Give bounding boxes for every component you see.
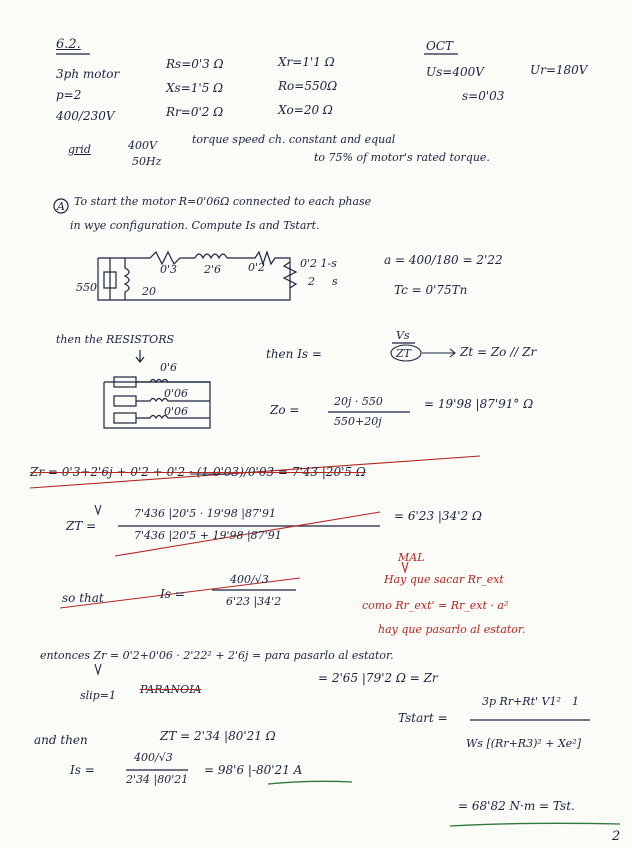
slip-value: s=0'03 <box>462 89 505 103</box>
circuit-load-s: s <box>332 275 338 288</box>
circuit-load-den: 2 <box>308 275 315 288</box>
zt-numerator: 7'436 |20'5 · 19'98 |87'91 <box>134 507 276 520</box>
is-final-lhs: Is = <box>70 763 95 777</box>
part-a-line-2: in wye configuration. Compute Is and Tstart. <box>70 219 320 232</box>
circuit-r2: 0'2 <box>248 261 266 274</box>
xo-value: Xo=20 Ω <box>278 103 333 117</box>
tstart-numerator: 3p Rr+Rt' V1² <box>482 695 561 708</box>
tc-equation: Tc = 0'75Tn <box>394 283 468 297</box>
circuit-core-r: 550 <box>76 281 97 294</box>
resistor-top: 0'6 <box>160 361 178 374</box>
mal-note: MAL <box>398 551 425 564</box>
red-note-2: como Rr_ext' = Rr_ext · a² <box>362 599 509 612</box>
entonces-line: entonces Zr = 0'2+0'06 · 2'22² + 2'6j = para pasarlo al estator. <box>40 649 394 662</box>
motor-type: 3ph motor <box>56 67 120 81</box>
grid-label: grid <box>68 143 91 156</box>
zt-result: = 6'23 |34'2 Ω <box>394 509 482 523</box>
page-number: 2 <box>612 829 621 844</box>
us-value: Us=400V <box>426 65 484 79</box>
part-a-marker: A <box>57 200 65 213</box>
zo-denominator: 550+20j <box>334 415 382 428</box>
is-denominator: 6'23 |34'2 <box>226 595 282 608</box>
ur-value: Ur=180V <box>530 63 588 77</box>
zo-lhs: Zo = <box>270 403 300 417</box>
then-is: then Is = <box>266 347 322 361</box>
resistors-label: then the RESISTORS <box>56 333 175 346</box>
a-equation: a = 400/180 = 2'22 <box>384 253 503 267</box>
torque-line-2: to 75% of motor's rated torque. <box>314 151 490 164</box>
xr-value: Xr=1'1 Ω <box>278 55 335 69</box>
zt-definition: Zt = Zo // Zr <box>460 345 537 359</box>
circuit-r1: 0'3 <box>160 263 178 276</box>
is-final-numerator: 400/√3 <box>134 751 173 764</box>
tstart-lhs: Tstart = <box>398 711 448 725</box>
vs-numerator: Vs <box>396 329 410 342</box>
xs-value: Xs=1'5 Ω <box>166 81 224 95</box>
tstart-denominator: Ws [(Rr+R3)² + Xe²] <box>466 737 582 750</box>
part-a-line-1: To start the motor R=0'06Ω connected to each phase <box>74 195 372 208</box>
slip-one: slip=1 <box>80 689 116 702</box>
zo-numerator: 20j · 550 <box>334 395 383 408</box>
zt-circled: ZT <box>396 347 411 360</box>
equivalent-circuit-diagram <box>98 252 296 300</box>
parallel-resistors-diagram <box>104 350 210 428</box>
is-lhs: Is = <box>160 587 185 601</box>
so-that: so that <box>62 591 104 605</box>
zr-result: = 2'65 |79'2 Ω = Zr <box>318 671 438 685</box>
red-note-1: Hay que sacar Rr_ext <box>384 573 504 586</box>
circuit-x1: 2'6 <box>204 263 222 276</box>
voltage-rating: 400/230V <box>56 109 115 123</box>
rs-value: Rs=0'3 Ω <box>166 57 224 71</box>
red-note-3: hay que pasarlo al estator. <box>378 623 526 636</box>
zr-expression: Zr = 0'3+2'6j + 0'2 + 0'2 · (1-0'03)/0'03 = 7'43 |20'5 Ω <box>30 465 366 479</box>
is-final-result: = 98'6 |-80'21 A <box>204 763 303 777</box>
grid-frequency: 50Hz <box>132 155 162 168</box>
is-final-denominator: 2'34 |80'21 <box>126 773 189 786</box>
resistor-bot: 0'06 <box>164 405 189 418</box>
section-number: 6.2. <box>56 37 81 52</box>
tstart-result: = 68'82 N·m = Tst. <box>458 799 575 813</box>
zt-lhs: ZT = <box>66 519 97 533</box>
grid-voltage: 400V <box>128 139 157 152</box>
zo-result: = 19'98 |87'91° Ω <box>424 397 534 411</box>
circuit-load: 0'2 1-s <box>300 257 337 270</box>
resistor-mid: 0'06 <box>164 387 189 400</box>
paranoia-note: PARANOIA <box>140 683 202 696</box>
poles: p=2 <box>56 88 82 102</box>
zt-denominator: 7'436 |20'5 + 19'98 |87'91 <box>134 529 282 542</box>
ro-value: Ro=550Ω <box>278 79 338 93</box>
tstart-numerator-den: 1 <box>572 695 579 708</box>
torque-line-1: torque speed ch. constant and equal <box>192 133 396 146</box>
is-numerator: 400/√3 <box>230 573 269 586</box>
oct-label: OCT <box>426 39 454 53</box>
rr-value: Rr=0'2 Ω <box>166 105 224 119</box>
zt-final: ZT = 2'34 |80'21 Ω <box>160 729 276 743</box>
circuit-core-x: 20 <box>142 285 156 298</box>
and-then: and then <box>34 733 88 747</box>
